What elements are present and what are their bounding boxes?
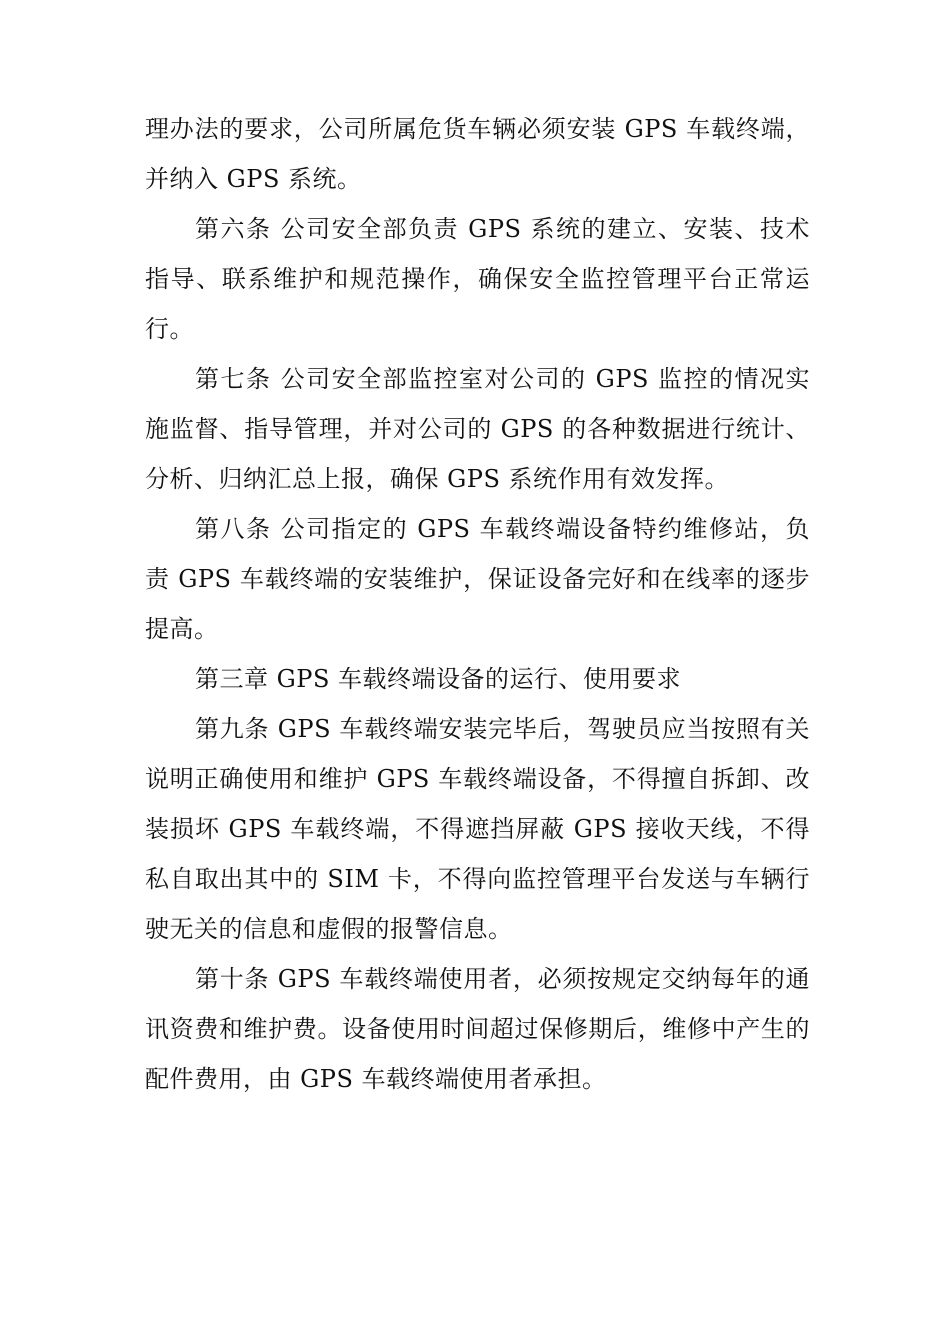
- article-9: 第九条 GPS 车载终端安装完毕后，驾驶员应当按照有关说明正确使用和维护 GPS 车载终端设备，不得擅自拆卸、改装损坏 GPS 车载终端，不得遮挡屏蔽 GPS 接收天线，不得私自取出其中的 SIM 卡，不得向监控管理平台发送与车辆行驶无关的信息和虚假的报警信息。: [145, 715, 810, 943]
- article-6: 第六条 公司安全部负责 GPS 系统的建立、安装、技术指导、联系维护和规范操作，确保安全监控管理平台正常运行。: [145, 215, 810, 343]
- article-7: 第七条 公司安全部监控室对公司的 GPS 监控的情况实施监督、指导管理，并对公司的 GPS 的各种数据进行统计、分析、归纳汇总上报，确保 GPS 系统作用有效发挥。: [145, 365, 810, 493]
- paragraph-continuation: 理办法的要求，公司所属危货车辆必须安装 GPS 车载终端，并纳入 GPS 系统。: [145, 115, 810, 193]
- article-10: 第十条 GPS 车载终端使用者，必须按规定交纳每年的通讯资费和维护费。设备使用时间超过保修期后，维修中产生的配件费用，由 GPS 车载终端使用者承担。: [145, 965, 810, 1093]
- article-8: 第八条 公司指定的 GPS 车载终端设备特约维修站，负责 GPS 车载终端的安装维护，保证设备完好和在线率的逐步提高。: [145, 515, 810, 643]
- chapter-3-heading: 第三章 GPS 车载终端设备的运行、使用要求: [195, 665, 682, 693]
- document-body: [145, 104, 810, 1104]
